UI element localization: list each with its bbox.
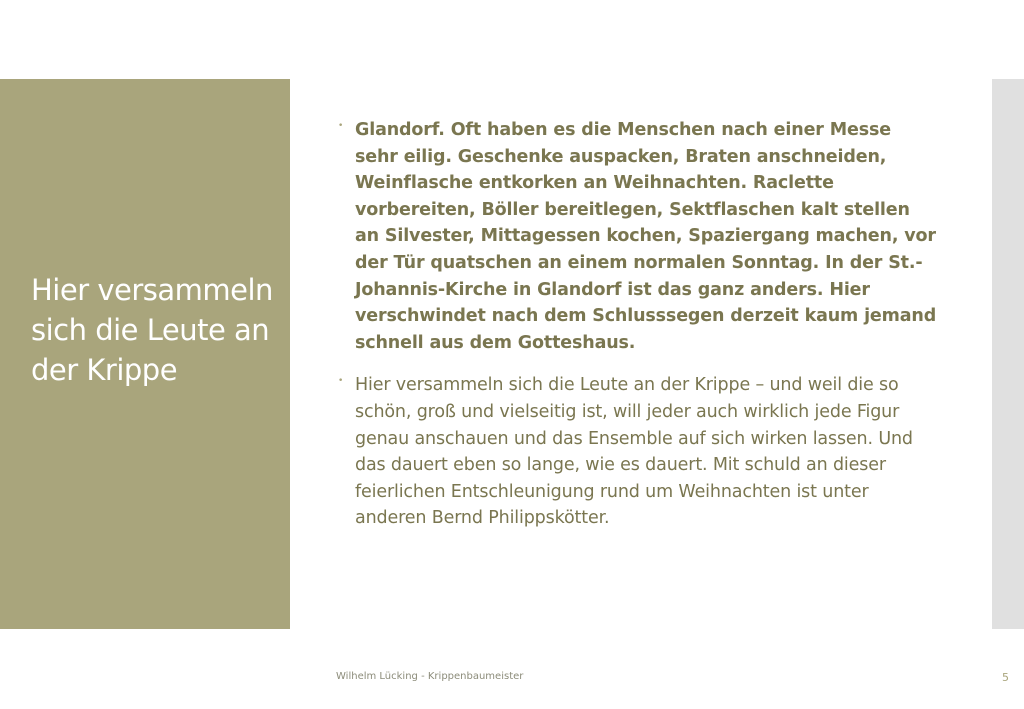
bullet-dot-icon: • <box>338 121 344 131</box>
bullet-text-2: Hier versammeln sich die Leute an der Krippe – und weil die so schön, groß und vielseitig ist, will jeder auch wirklich jede Figur genau anschauen und das Ensemble auf sich wirken lassen. Und das dauert eben so lange, wie es dauert. Mit schuld an dieser feierlichen Entschleunigung rund um Weihnachten ist unter anderen Bernd Philippskötter. <box>355 375 913 529</box>
slide-content <box>338 117 938 532</box>
right-side-bar <box>992 79 1024 629</box>
slide-title: Hier versammeln sich die Leute an der Krippe <box>31 273 273 387</box>
footer-text: Wilhelm Lücking - Krippenbaumeister <box>336 671 524 682</box>
page-number: 5 <box>1002 671 1009 684</box>
bullet-item-2 <box>338 372 938 532</box>
bullet-dot-icon: • <box>338 376 344 387</box>
bullet-item-1 <box>338 117 938 356</box>
bullet-text-1: Glandorf. Oft haben es die Menschen nach einer Messe sehr eilig. Geschenke auspacken, Braten anschneiden, Weinflasche entkorken an Weihnachten. Raclette vorbereiten, Böller bereitlegen, Sektflaschen kalt stellen an Silvester, Mittagessen kochen, Spaziergang machen, vor der Tür quatschen an einem normalen Sonntag. In der St.-Johannis-Kirche in Glandorf ist das ganz anders. Hier verschwindet nach dem Schlusssegen derzeit kaum jemand schnell aus dem Gotteshaus. <box>355 120 937 353</box>
